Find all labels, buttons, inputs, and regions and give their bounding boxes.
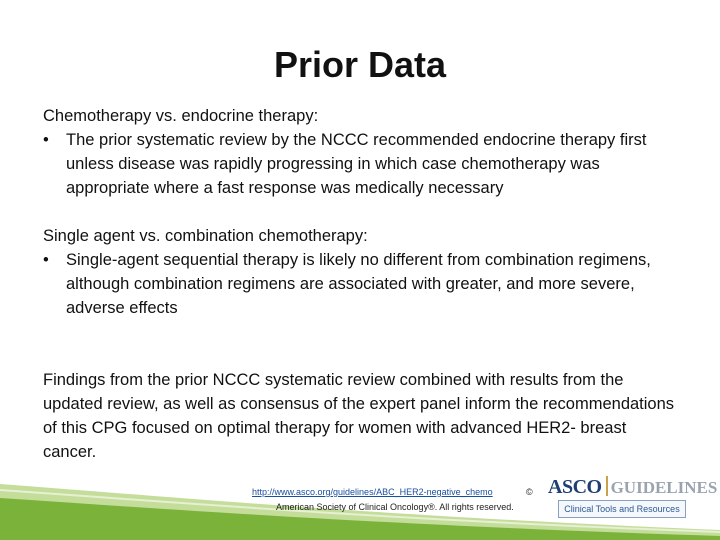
bullet-item (43, 128, 683, 200)
bullet-item (43, 248, 683, 320)
bullet-icon: • (43, 131, 49, 149)
logo-asco: ASCO (548, 476, 602, 498)
copyright-text: American Society of Clinical Oncology®. All rights reserved. (276, 502, 514, 512)
section-endocrine (43, 104, 683, 200)
section-heading: Single agent vs. combination chemotherapy: (43, 227, 368, 245)
conclusion-paragraph: Findings from the prior NCCC systematic review combined with results from the updated review, as well as consensus of the expert panel inform the recommendations of this CPG focused on optimal therapy for women with advanced HER2- breast cancer. (43, 371, 675, 461)
section-combination (43, 224, 683, 320)
asco-guidelines-logo (548, 476, 718, 520)
logo-wordmark (548, 476, 718, 500)
copyright-symbol: © (526, 487, 533, 497)
logo-tagline: Clinical Tools and Resources (558, 500, 686, 518)
bullet-icon: • (43, 251, 49, 269)
slide-title: Prior Data (273, 44, 447, 85)
bullet-text: Single-agent sequential therapy is likely no different from combination regimens, although combination regimens are associated with greater, and more severe, adverse effects (66, 251, 651, 317)
guideline-link[interactable]: http://www.asco.org/guidelines/ABC_HER2-negative_chemo (252, 487, 493, 497)
logo-guidelines: GUIDELINES (610, 478, 718, 497)
logo-divider (606, 476, 608, 496)
bullet-text: The prior systematic review by the NCCC recommended endocrine therapy first unless disease was rapidly progressing in which case chemotherapy was appropriate where a fast response was medically necessary (66, 131, 647, 197)
section-heading: Chemotherapy vs. endocrine therapy: (43, 107, 319, 125)
